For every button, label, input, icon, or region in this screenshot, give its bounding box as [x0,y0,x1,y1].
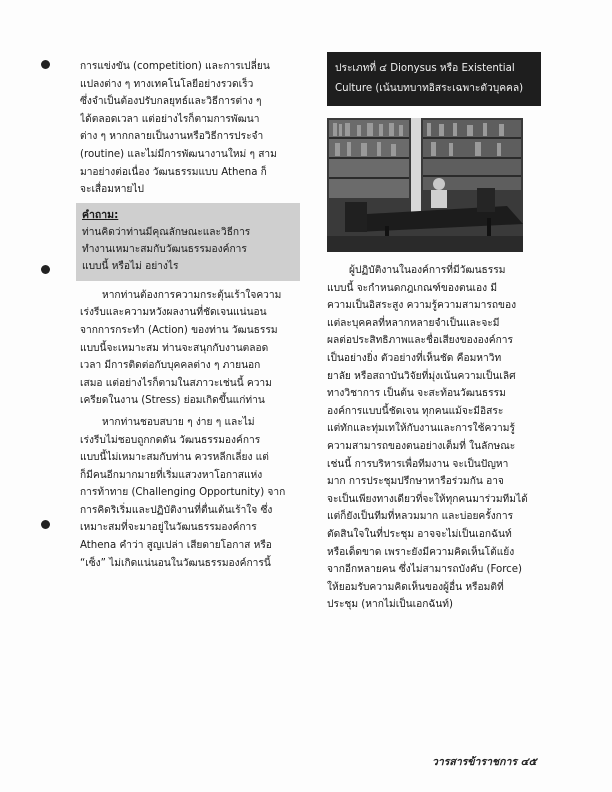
text-line: แต่ละบุคคลที่หลากหลายจำเป็นและจะมี [327,317,500,329]
text-line: หรือเด็ดขาด เพราะยังมีความคิดเห็นโต้แย้ง [327,546,515,558]
text-line: แต่ทักและทุ่มเทให้กับงานและการใช้ความรู้ [327,423,515,435]
text-line: ได้ตลอดเวลา แต่อย่างไรก็ตามการพัฒนา [80,113,260,125]
text-line: ผู้ปฏิบัติงานในองค์การที่มีวัฒนธรรม [349,265,506,276]
text-line: แปลงต่าง ๆ ทางเทคโนโลยีอย่างรวดเร็ว [80,78,254,90]
section-header-line: Culture (เน้นบทบาทอิสระเฉพาะตัวบุคคล) [335,83,524,94]
text-line: มาก การประชุมปรึกษาหารือร่วมกัน อาจ [327,476,504,488]
text-line: แบบนี้ จะกำหนดกฎเกณฑ์ของตนเอง มี [327,282,498,294]
question-line: ทำงานเหมาะสมกับวัฒนธรรมองค์การ [82,243,247,255]
text-line: การท้าทาย (Challenging Opportunity) จาก [80,487,286,499]
library-photo [327,118,523,252]
question-line: แบบนี้ หรือไม่ อย่างไร [82,260,179,272]
text-line: ผลต่อประสิทธิภาพและชื่อเสียงขององค์การ [327,335,513,347]
question-line: ท่านคิดว่าท่านมีคุณลักษณะและวิธีการ [82,226,251,238]
text-line: เร่งรีบและความหวังผลงานที่ชัดเจนแน่นอน [80,307,267,319]
text-line: แบบนี้จะเหมาะสม ท่านจะสนุกกับงานตลอด [80,342,269,354]
text-line: จากอีกหลายคน ซึ่งไม่สามารถบังคับ (Force) [327,564,523,576]
section-header-line: ประเภทที่ ๔ Dionysus หรือ Existential [335,63,515,74]
text-line: มาอย่างต่อเนื่อง วัฒนธรรมแบบ Athena ก็ [80,166,267,178]
text-line: ประชุม (หากไม่เป็นเอกฉันท์) [327,599,453,611]
text-line: แต่ก็ยังเป็นทีมที่หลวมมาก และบ่อยครั้งการ [327,511,514,523]
left-column [80,58,296,572]
text-line: (routine) และไม่มีการพัฒนางานใหม่ ๆ สาม [80,148,277,160]
question-box [76,203,300,281]
text-line: Athena คำว่า สูญเปล่า เสียดายโอกาส หรือ [80,540,272,552]
text-line: ตัดสินใจในที่ประชุม อาจจะไม่เป็นเอกฉันท์ [327,528,512,540]
left-paragraph-3 [80,414,296,572]
left-paragraph-2 [80,287,296,410]
text-line: “เซ็ง” ไม่เกิดแน่นอนในวัฒนธรรมองค์การนี้ [80,557,271,569]
text-line: ความสามารถของตนอย่างเต็มที่ ในลักษณะ [327,440,516,452]
text-line: ยาลัย หรือสถาบันวิจัยที่มุ่งเน้นความเป็นเลิศ [327,370,516,382]
right-paragraph-1 [327,262,541,614]
text-line: การแข่งขัน (competition) และการเปลี่ยน [80,61,270,72]
text-line: จะเป็นเพียงทางเดียวที่จะให้ทุกคนมาร่วมทีมได้ [327,493,528,505]
left-paragraph-1 [80,58,296,199]
question-title: คำถาม: [82,208,119,221]
text-line: ซึ่งจำเป็นต้องปรับกลยุทธ์และวิธีการต่าง ๆ [80,96,262,108]
text-line: หากท่านชอบสบาย ๆ ง่าย ๆ และไม่ [102,416,255,428]
right-column [327,52,541,614]
text-line: เช่นนี้ การบริหารเพื่อทีมงาน จะเป็นปัญหา [327,458,509,470]
binder-hole-mark [41,265,50,274]
text-line: ความเป็นอิสระสูง ความรู้ความสามารถของ [327,300,517,312]
text-line: จากการกระทำ (Action) ของท่าน วัฒนธรรม [80,324,278,336]
page-footer: วารสารข้าราชการ ๔๕ [432,756,537,768]
text-line: เร่งรีบไม่ชอบถูกกดดัน วัฒนธรรมองค์การ [80,434,261,446]
text-line: เสมอ แต่อย่างไรก็ตามในสภาวะเช่นนี้ ความ [80,377,272,389]
text-line: เครียดในงาน (Stress) ย่อมเกิดขึ้นแก่ท่าน [80,395,265,407]
text-line: จะเสื่อมหายไป [80,184,144,196]
library-photo-image [327,118,523,252]
text-line: ต่าง ๆ หากกลายเป็นงานหรือวิธีการประจำ [80,131,264,143]
section-header-box [327,52,541,106]
text-line: เป็นอย่างยิ่ง ตัวอย่างที่เห็นชัด คือมหาวิท [327,352,502,364]
text-line: ให้ยอมรับความคิดเห็นของผู้อื่น หรือมติที่ [327,581,504,593]
text-line: แบบนี้ไม่เหมาะสมกับท่าน ควรหลีกเลี่ยง แต่ [80,452,269,464]
text-line: เวลา มีการติดต่อกับบุคคลต่าง ๆ ภายนอก [80,360,261,372]
text-line: ก็มีคนอีกมากมายที่เริ่มแสวงหาโอกาสแห่ง [80,469,263,481]
binder-hole-mark [41,520,50,529]
text-line: การคิดริเริ่มและปฏิบัติงานที่ตื่นเต้นเร้าใจ ซึ่ง [80,504,273,516]
text-line: เหมาะสมที่จะมาอยู่ในวัฒนธรรมองค์การ [80,522,257,534]
binder-hole-mark [41,60,50,69]
text-line: หากท่านต้องการความกระตุ้นเร้าใจความ [102,289,282,301]
text-line: องค์การแบบนี้ชัดเจน ทุกคนแม้จะมีอิสระ [327,405,504,417]
text-line: ทางวิชาการ เป็นต้น จะสะท้อนวัฒนธรรม [327,388,506,400]
